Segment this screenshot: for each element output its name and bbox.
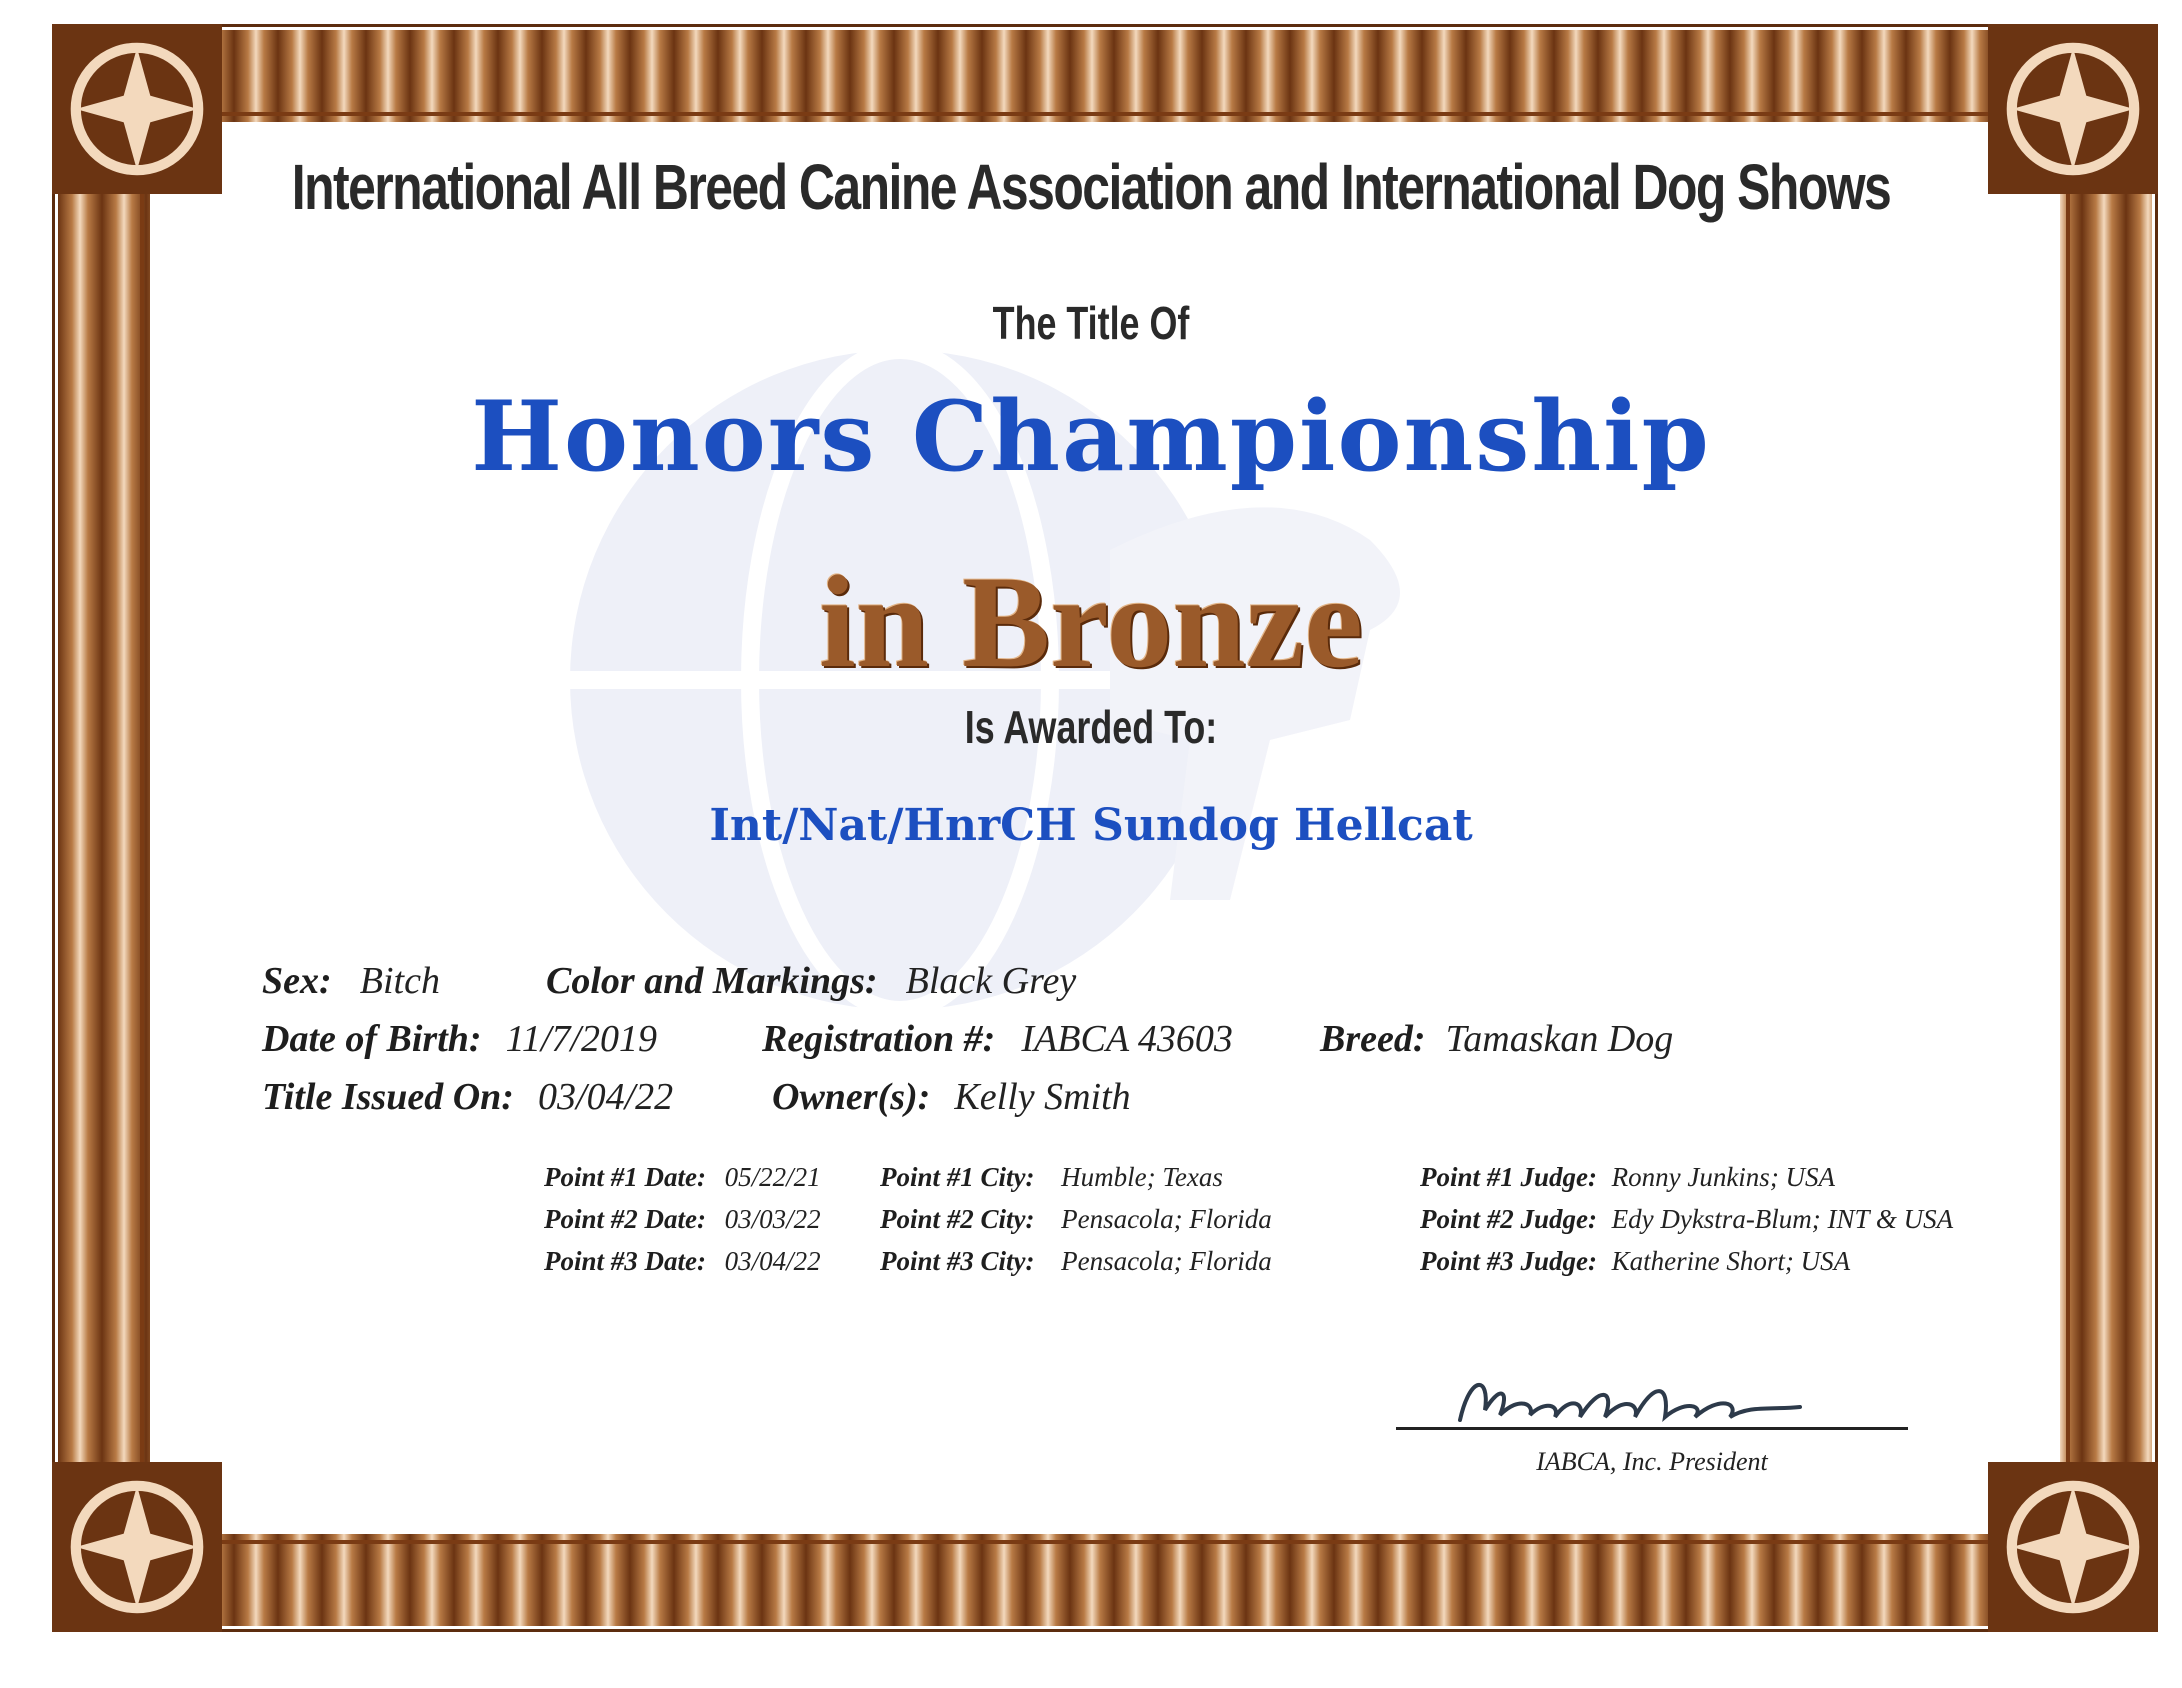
point-1-judge: [1420, 1162, 1835, 1193]
point-3-date: [544, 1246, 821, 1277]
corner-ornament-bottom-right: [1988, 1462, 2158, 1632]
corner-ornament-top-left: [52, 24, 222, 194]
point-judge-label: Point #1 Judge:: [1420, 1162, 1598, 1192]
point-judge-value: Edy Dykstra-Blum; INT & USA: [1611, 1204, 1954, 1234]
registration-label: Registration #:: [762, 1018, 996, 1060]
point-judge-label: Point #3 Judge:: [1420, 1246, 1598, 1276]
point-date-label: Point #2 Date:: [544, 1204, 706, 1234]
point-2-judge: [1420, 1204, 1953, 1235]
president-signature: [1440, 1365, 1840, 1435]
title-of-heading: The Title Of: [992, 297, 1190, 349]
point-city-label: Point #3 City:: [880, 1246, 1035, 1276]
breed-row: [1320, 1016, 1673, 1061]
sex-label: Sex:: [262, 960, 332, 1002]
owner-value: Kelly Smith: [954, 1076, 1131, 1118]
dog-name: Int/Nat/HnrCH Sundog Hellcat: [709, 800, 1473, 851]
dob-label: Date of Birth:: [262, 1018, 482, 1060]
point-date-value: 05/22/21: [724, 1162, 821, 1192]
signature-line: [1396, 1427, 1908, 1430]
point-date-value: 03/03/22: [724, 1204, 821, 1234]
color-label: Color and Markings:: [546, 960, 878, 1002]
point-judge-value: Ronny Junkins; USA: [1611, 1162, 1836, 1192]
point-date-label: Point #1 Date:: [544, 1162, 706, 1192]
point-2-city: [880, 1204, 1272, 1235]
issued-row: [262, 1074, 673, 1119]
point-judge-value: Katherine Short; USA: [1611, 1246, 1851, 1276]
point-2-date: [544, 1204, 821, 1235]
dob-row: [262, 1016, 657, 1061]
registration-value: IABCA 43603: [1021, 1018, 1233, 1060]
owner-row: [772, 1074, 1131, 1119]
dob-value: 11/7/2019: [505, 1018, 657, 1060]
owner-label: Owner(s):: [772, 1076, 931, 1118]
point-city-value: Humble; Texas: [1061, 1162, 1223, 1192]
point-city-value: Pensacola; Florida: [1061, 1246, 1272, 1276]
point-date-label: Point #3 Date:: [544, 1246, 706, 1276]
sex-value: Bitch: [359, 960, 440, 1002]
breed-value: Tamaskan Dog: [1445, 1018, 1674, 1060]
sex-row: [262, 958, 440, 1003]
point-date-value: 03/04/22: [724, 1246, 821, 1276]
color-row: [546, 958, 1076, 1003]
point-3-judge: [1420, 1246, 1850, 1277]
point-1-date: [544, 1162, 821, 1193]
color-value: Black Grey: [905, 960, 1077, 1002]
award-title: Honors Championship: [471, 380, 1711, 493]
corner-ornament-top-right: [1988, 24, 2158, 194]
breed-label: Breed:: [1320, 1018, 1426, 1060]
signer-title: IABCA, Inc. President: [1536, 1447, 1768, 1476]
point-city-label: Point #2 City:: [880, 1204, 1035, 1234]
award-level: in Bronze: [819, 548, 1363, 695]
awarded-to-heading: Is Awarded To:: [964, 701, 1218, 753]
corner-ornament-bottom-left: [52, 1462, 222, 1632]
issued-value: 03/04/22: [538, 1076, 674, 1118]
point-3-city: [880, 1246, 1272, 1277]
point-city-label: Point #1 City:: [880, 1162, 1035, 1192]
registration-row: [762, 1016, 1233, 1061]
organization-title: International All Breed Canine Association and International Dog Shows: [291, 151, 1891, 223]
point-city-value: Pensacola; Florida: [1061, 1204, 1272, 1234]
issued-label: Title Issued On:: [262, 1076, 514, 1118]
point-judge-label: Point #2 Judge:: [1420, 1204, 1598, 1234]
point-1-city: [880, 1162, 1223, 1193]
